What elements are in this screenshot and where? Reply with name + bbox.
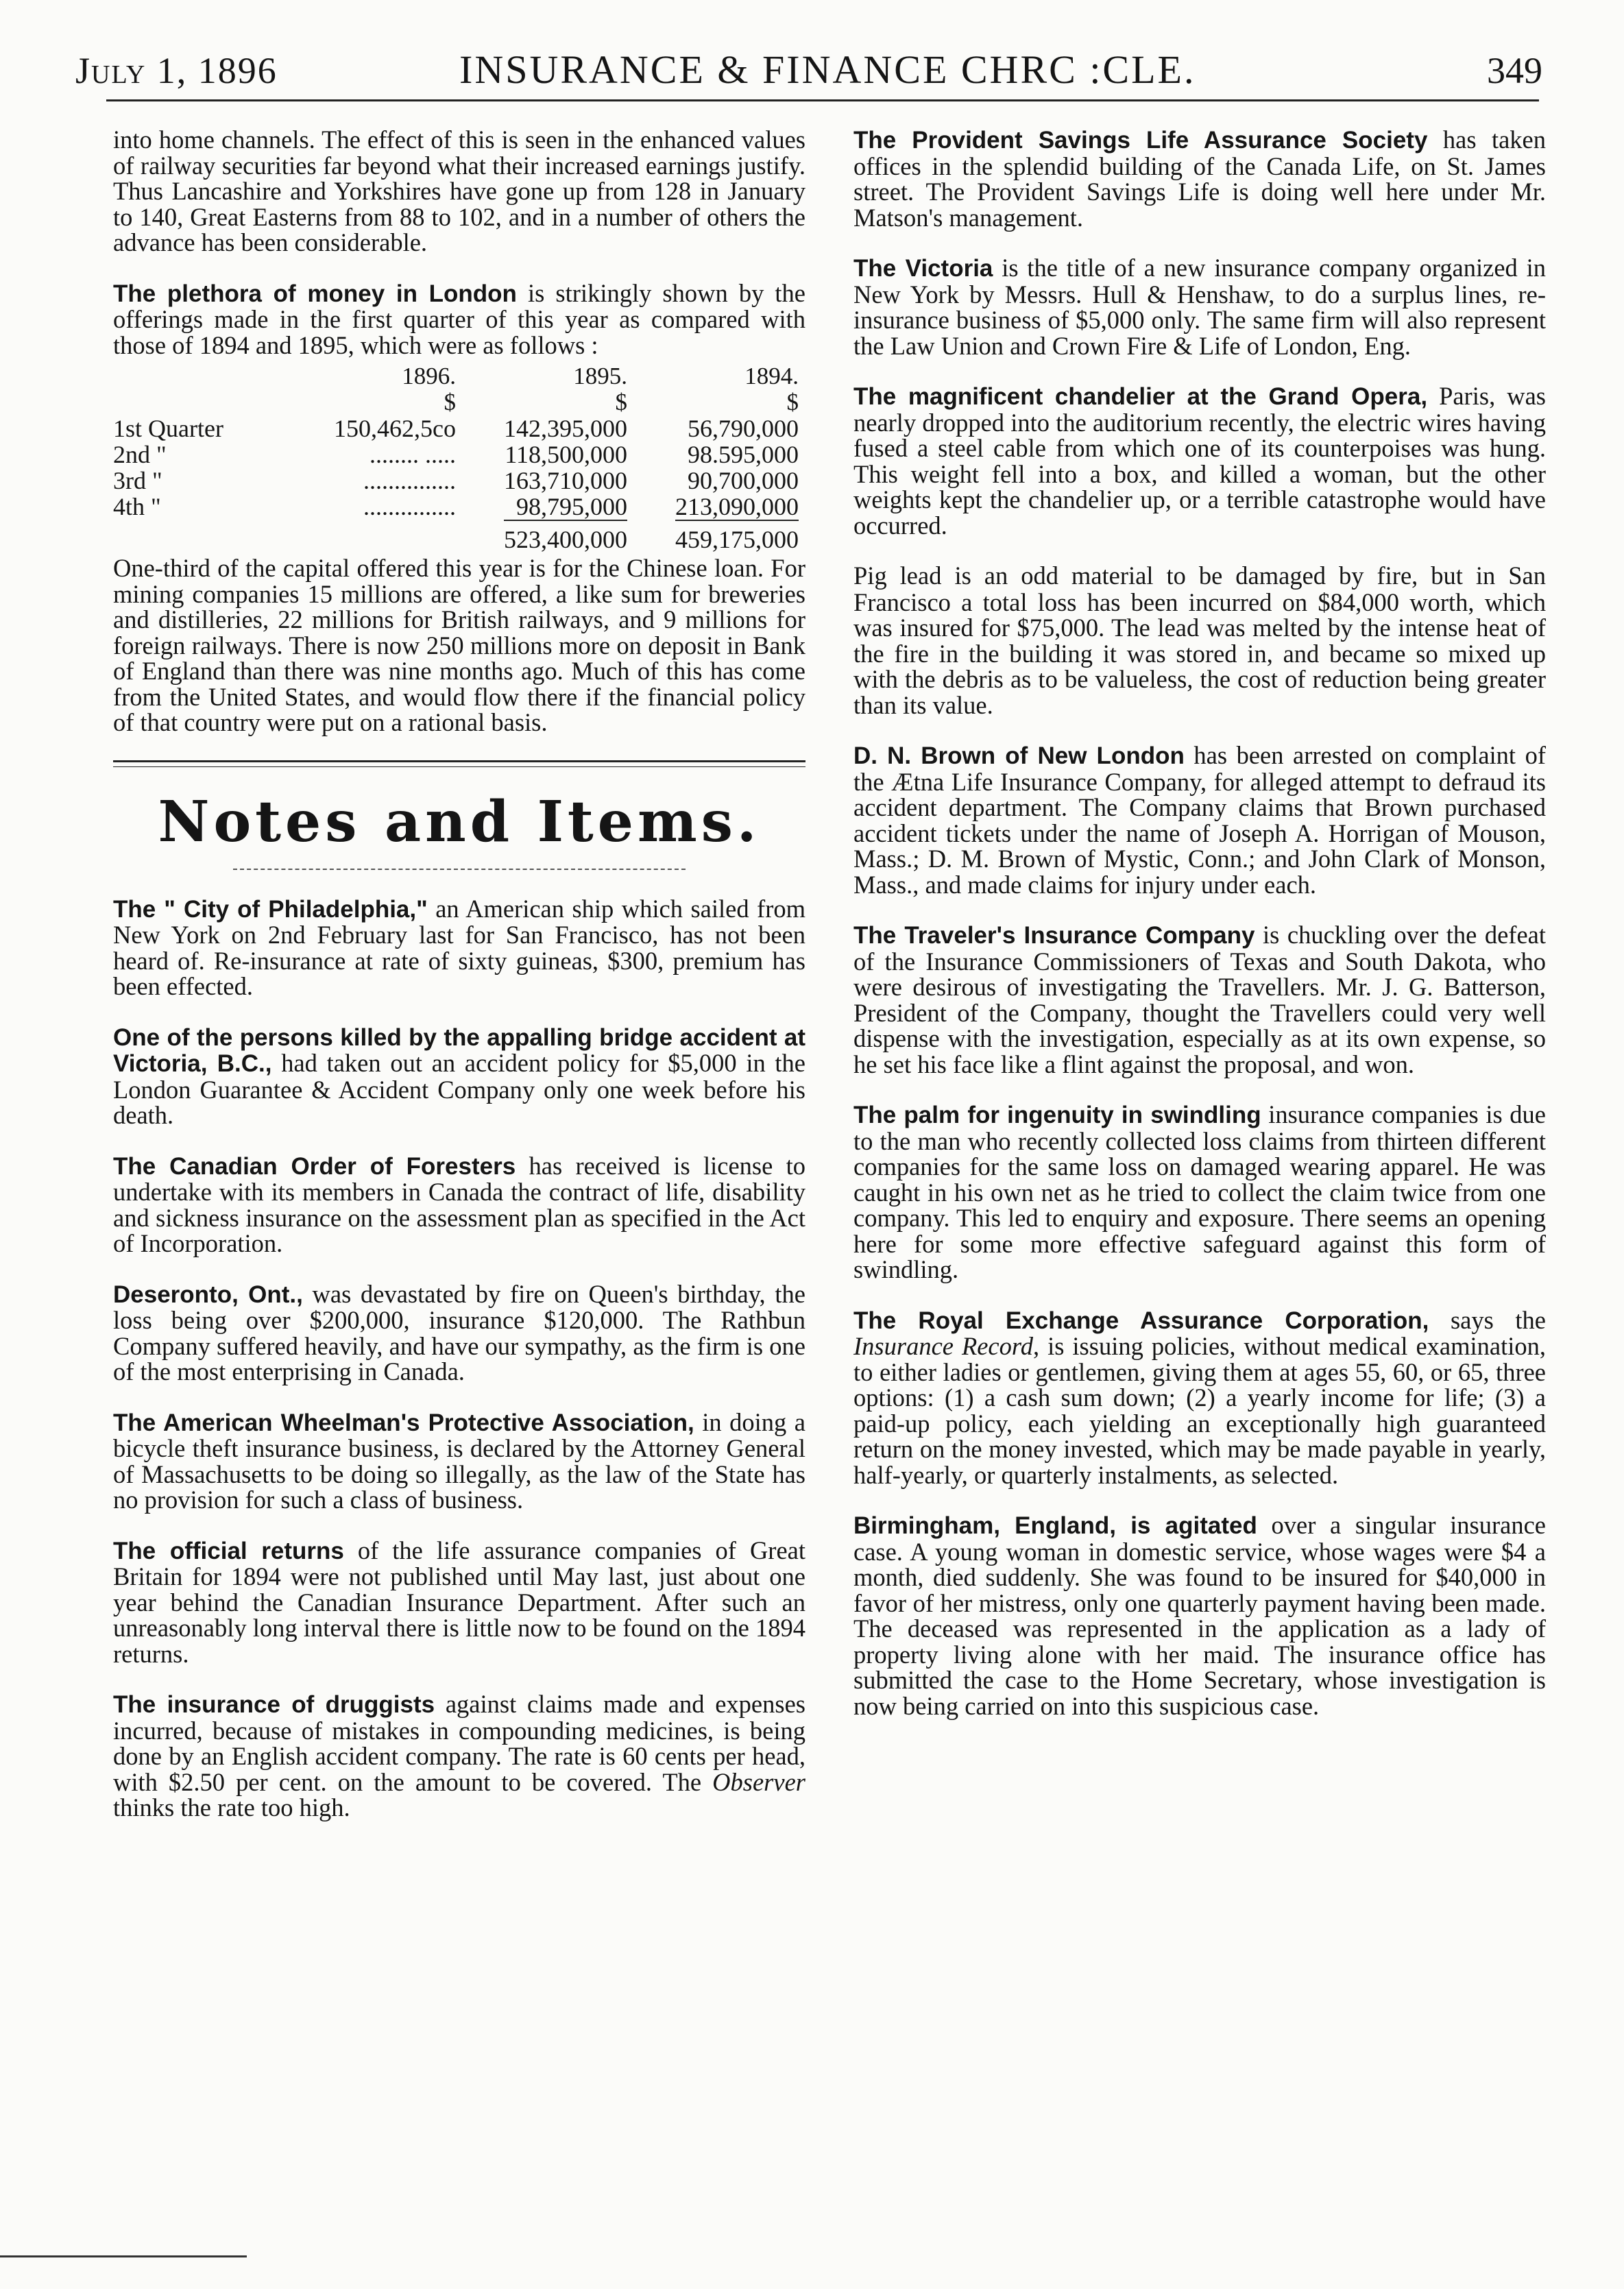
item-body: has been arrested on complaint of the Ætna Life Insurance Company, for alleged attempt to defraud its accident department. The Company claims that Brown purchased accident tickets under the name of Joseph A. Horrigan of Mouson, Mass.; D. M. Brown of Mystic, Conn.; and John Clark of Monson, Mass., and made claims for injury under each.	[853, 741, 1546, 899]
item-body: has taken offices in the splendid building of the Canada Life, on St. James street. The Provident Savings Life is doing well here under Mr. Matson's management.	[853, 125, 1547, 232]
item-lead: The American Wheelman's Protective Association,	[113, 1409, 694, 1436]
currency-header: $	[444, 389, 456, 415]
footer-rule	[0, 2255, 247, 2257]
value-1896: 150,462,5co	[334, 415, 456, 442]
value-1895: 98,795,000	[516, 493, 627, 520]
currency-header: $	[615, 389, 627, 415]
section-rule	[113, 760, 805, 767]
quarter-label: 1st Quarter	[113, 415, 223, 442]
table-row	[113, 494, 799, 520]
quarter-label: 3rd "	[113, 467, 162, 494]
item-tail: , is issuing policies, without medical examination, to either ladies or gentlemen, giving them at ages 55, 60, or 65, three options: (1) a cash sum down; (2) a yearly income for life; (3) a paid-up policy, each yielding an exceptionally high guaranteed return on the money invested, which may be made payable in yearly, half-yearly, or quarterly instalments, as selected.	[853, 1332, 1546, 1489]
value-1895: 118,500,000	[505, 441, 627, 468]
item-lead: The Provident Savings Life Assurance Society	[853, 127, 1428, 154]
running-head	[75, 43, 1542, 104]
item-body: insurance companies is due to the man who recently collected loss claims from thirteen different companies for the same loss on damaged wearing apparel. He was caught in his own net as he tried to collect the claim twice from one company. This led to enquiry and exposure. There seems an opening here for some more effective safeguard against this form of swindling.	[853, 1100, 1546, 1283]
quarter-label: 2nd "	[113, 441, 167, 468]
news-item	[853, 255, 1546, 359]
news-item	[853, 563, 1546, 718]
section-heading: Notes and Items.	[158, 788, 761, 855]
value-1896: ........ .....	[369, 441, 456, 468]
table-row	[113, 415, 799, 441]
total-1895: 523,400,000	[504, 520, 627, 553]
item-body: Paris, was nearly dropped into the auditorium recently, the electric wires having fused a steel cable from which one of its counterpoises was hung. This weight fell into a box, and killed a woman, but the other weights kept the chandelier up, or a terrible catastrophe would have occurred.	[853, 382, 1546, 540]
table-year-row	[113, 363, 799, 389]
item-lead: The Traveler's Insurance Company	[853, 922, 1255, 949]
issue-date: July 1, 1896	[75, 50, 278, 91]
value-1895: 163,710,000	[504, 467, 627, 494]
item-lead: The Royal Exchange Assurance Corporation,	[853, 1307, 1429, 1334]
plethora-paragraph	[113, 280, 805, 359]
news-item	[113, 1691, 805, 1821]
value-1894: 98.595,000	[688, 441, 799, 468]
quarter-label: 4th "	[113, 493, 161, 520]
item-body: was devastated by fire on Queen's birthday, the loss being over $200,000, insurance $120,000. The Rathbun Company suffered heavily, and have our sympathy, as the firm is one of the most enterprising in Canada.	[113, 1279, 805, 1385]
item-body: is the title of a new insurance company organized in New York by Messrs. Hull & Henshaw, to do a surplus lines, re-insurance business of $5,000 only. The same firm will also represent the Law Union and Crown Fire & Life of London, Eng.	[853, 254, 1547, 360]
news-item	[113, 1409, 805, 1513]
item-lead: D. N. Brown of New London	[853, 742, 1185, 769]
item-lead: The " City of Philadelphia,"	[113, 895, 428, 923]
paragraph-body: is strikingly shown by the offerings made in the first quarter of this year as compared with those of 1894 and 1895, which were as follows :	[113, 278, 805, 359]
news-item	[113, 1281, 805, 1385]
news-item	[853, 742, 1546, 897]
news-item	[853, 1512, 1546, 1719]
value-1894: 56,790,000	[688, 415, 799, 442]
intro-paragraph: into home channels. The effect of this is seen in the enhanced values of railway securities far beyond what their increased earnings justify. Thus Lancashire and Yorkshires have gone up from 128 in January to 140, Great Easterns from 88 to 102, and in a number of others the advance has been considerable.	[113, 125, 805, 256]
left-column	[113, 127, 805, 1845]
header-rule	[106, 99, 1539, 101]
value-1896: ...............	[363, 467, 456, 494]
year-header: 1896.	[402, 363, 456, 389]
item-lead: The Victoria	[853, 255, 993, 282]
item-body: Pig lead is an odd material to be damaged by fire, but in San Francisco a total loss has been incurred on $84,000 worth, which was insured for $75,000. The lead was melted by the intense heat of the fire in the building it was stored in, and became so mixed up with the debris as to be valueless, the cost of reduction being greater than its value.	[853, 561, 1546, 719]
table-row	[113, 441, 799, 468]
item-body: had taken out an accident policy for $5,000 in the London Guarantee & Accident Company only one week before his death.	[113, 1049, 805, 1129]
item-body: against claims made and expenses incurred, because of mistakes in compounding medicines, is being done by an English accident company. The rate is 60 cents per head, with $2.50 per cent. on the amount to be covered. The	[113, 1690, 805, 1796]
item-body: of the life assurance companies of Great Britain for 1894 were not published until May last, just about one year behind the Canadian Insurance Department. After such an unreasonably long interval there is little now to be found on the 1894 returns.	[113, 1536, 805, 1668]
news-item	[853, 127, 1546, 230]
value-1895: 142,395,000	[504, 415, 627, 442]
item-body: an American ship which sailed from New York on 2nd February last for San Francisco, has not been heard of. Re-insurance at rate of sixty guineas, $300, premium has been effected.	[113, 894, 805, 1000]
currency-header: $	[786, 389, 799, 415]
publication-title: INSURANCE & FINANCE CHRC :CLE.	[459, 47, 1196, 92]
item-italic: Insurance Record	[853, 1332, 1033, 1360]
news-item	[853, 922, 1546, 1077]
news-item	[113, 1538, 805, 1667]
item-lead: One of the persons killed by the appalling bridge accident at Victoria, B.C.,	[113, 1024, 805, 1077]
item-lead: The magnificent chandelier at the Grand Opera,	[853, 383, 1428, 410]
news-item	[113, 1153, 805, 1257]
news-item	[853, 383, 1546, 538]
item-lead: The palm for ingenuity in swindling	[853, 1102, 1261, 1128]
news-item	[113, 896, 805, 1000]
item-lead: Deseronto, Ont.,	[113, 1281, 303, 1308]
capital-offerings-table	[113, 363, 799, 553]
table-currency-row	[113, 389, 799, 415]
total-1894: 459,175,000	[675, 520, 799, 553]
news-item	[113, 1024, 805, 1128]
item-lead: The official returns	[113, 1537, 344, 1564]
item-tail: thinks the rate too high.	[113, 1793, 350, 1821]
paragraph-lead: The plethora of money in London	[113, 280, 517, 307]
table-total-row	[113, 520, 799, 553]
item-body: in doing a bicycle theft insurance business, is declared by the Attorney General of Massachusetts to be doing so illegally, as the law of the State has no provision for such a class of business.	[113, 1407, 805, 1514]
item-lead: Birmingham, England, is agitated	[853, 1512, 1257, 1539]
item-lead: The insurance of druggists	[113, 1691, 435, 1718]
item-italic: Observer	[712, 1767, 805, 1796]
value-1896: ...............	[363, 493, 456, 520]
table-row	[113, 468, 799, 494]
item-body: says the	[1429, 1305, 1546, 1334]
item-body: is chuckling over the defeat of the Insurance Commissioners of Texas and South Dakota, who were desirous of investigating the Travellers. Mr. J. G. Batterson, President of the Company, thought the Travellers could very well dispense with the investigation, especially as at its own expense, so he set his face like a flint against the proposal, and won.	[853, 921, 1546, 1078]
year-header: 1894.	[744, 363, 799, 389]
item-body: has received is license to undertake with its members in Canada the contract of life, disability and sickness insurance on the assessment plan as specified in the Act of Incorporation.	[113, 1151, 805, 1257]
news-item	[853, 1307, 1546, 1488]
value-1894: 213,090,000	[675, 493, 799, 520]
right-column	[853, 127, 1546, 1743]
section-underline	[233, 869, 686, 870]
value-1894: 90,700,000	[688, 467, 799, 494]
news-item	[853, 1102, 1546, 1283]
one-third-paragraph: One-third of the capital offered this year is for the Chinese loan. For mining companies 15 millions are offered, a like sum for breweries and distilleries, 22 millions for British railways, and 9 millions for foreign railways. There is now 250 millions more on deposit in Bank of England than there was nine months ago. Much of this has come from the United States, and would flow there if the financial policy of that country were put on a rational basis.	[113, 554, 805, 736]
item-body: over a singular insurance case. A young woman in domestic service, whose wages were $4 a month, died suddenly. She was found to be insured for $40,000 in favor of her mistress, only one quarterly payment having been made. The deceased was represented in the application as a lady of property living alone with her maid. The insurance office has submitted the case to the Home Secretary, whose investigation is now being carried on into this suspicious case.	[853, 1511, 1547, 1720]
item-lead: The Canadian Order of Foresters	[113, 1152, 516, 1180]
year-header: 1895.	[573, 363, 627, 389]
page-number: 349	[1487, 50, 1542, 91]
